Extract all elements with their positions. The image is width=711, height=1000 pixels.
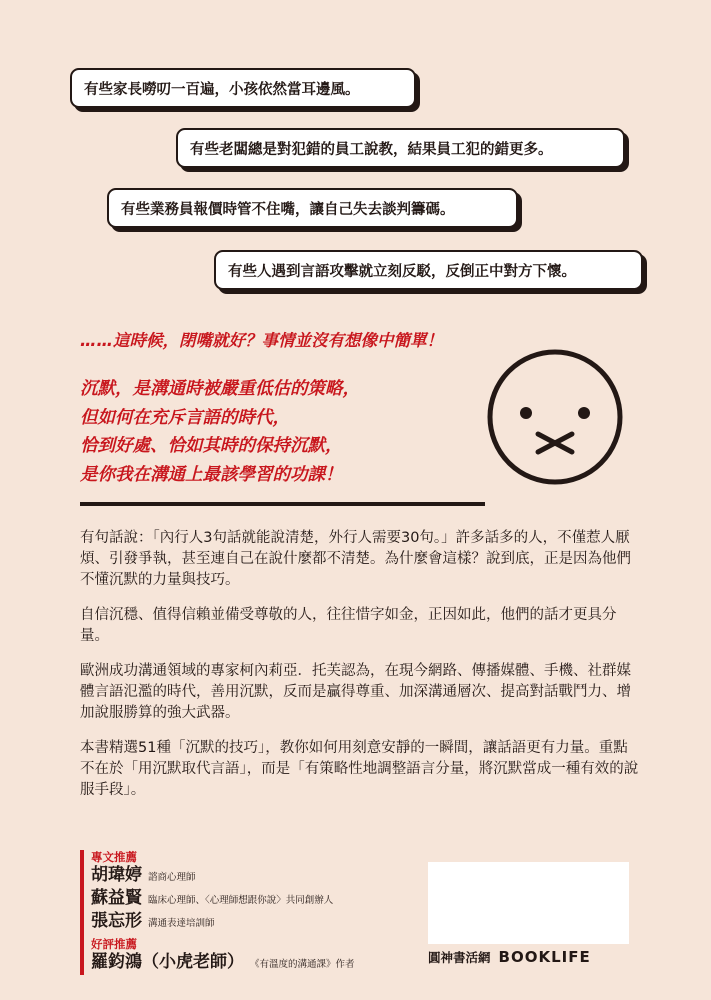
paragraph: 本書精選51種「沉默的技巧」，教你如何用刻意安靜的一瞬間，讓話語更有力量。重點不在於「用沉默取代言語」，而是「有策略性地調整語言分量，將沉默當成一種有效的說服手段」。 [80,740,639,798]
publisher-brand: BOOKLIFE [498,948,591,966]
speech-bubble-1: 有些家長嘮叨一百遍，小孩依然當耳邊風。 [70,68,416,108]
lead-line: ……這時候，閉嘴就好？事情並沒有想像中簡單！ [80,331,443,350]
quote-line: 沉默，是溝通時被嚴重低估的策略， [80,379,360,399]
recommender-name: 羅鈞鴻（小虎老師） [91,952,244,972]
paragraph: 有句話說：「內行人3句話就能說清楚，外行人需要30句。」許多話多的人，不僅惹人厭煩、引發爭執，甚至連自己在說什麼都不清楚。為什麼會這樣？說到底，正是因為他們不懂沉默的力量與技巧。 [80,530,631,588]
speech-bubble-2: 有些老闆總是對犯錯的員工說教，結果員工犯的錯更多。 [176,128,625,168]
recommender-name: 蘇益賢 [91,888,142,908]
recommender-desc: 諮商心理師 [148,872,196,883]
body-text [80,528,640,815]
recommender-desc: 《有溫度的溝通課》作者 [250,959,355,970]
recommender-desc: 臨床心理師、〈心理師想跟你說〉共同創辦人 [148,895,334,906]
publisher-name: 圓神書活網 [428,950,491,965]
recommender [91,865,355,888]
recommender [91,911,355,934]
recommender-desc: 溝通表達培訓師 [148,918,215,929]
barcode-area [428,862,629,944]
silent-face-icon [486,348,624,486]
recommender-name: 張忘形 [91,911,142,931]
paragraph: 歐洲成功溝通領域的專家柯內莉亞．托芙認為，在現今網路、傳播媒體、手機、社群媒體言語氾濫的時代，善用沉默，反而是贏得尊重、加深溝通層次、提高對話戰鬥力、增加說服勝算的強大武器。 [80,663,631,721]
quote-line: 恰到好處、恰如其時的保持沉默， [80,436,343,456]
quote-line: 但如何在充斥言語的時代， [80,407,290,428]
recommender [91,888,355,911]
praise-recommend-title: 好評推薦 [91,937,137,951]
expert-recommend-title: 專文推薦 [91,850,137,864]
paragraph: 自信沉穩、值得信賴並備受尊敬的人，往往惜字如金，正因如此，他們的話才更具分量。 [80,607,617,644]
speech-bubble-4: 有些人遇到言語攻擊就立刻反駁，反倒正中對方下懷。 [214,250,643,290]
quote-line: 是你我在溝通上最該學習的功課！ [80,464,343,485]
divider-rule [80,502,485,506]
speech-bubble-3: 有些業務員報價時管不住嘴，讓自己失去談判籌碼。 [107,188,518,228]
publisher-logo [428,948,591,966]
recommendations [80,850,355,975]
recommender-name: 胡瑋婷 [91,865,142,885]
pull-quote [80,375,360,489]
recommender [91,952,355,975]
